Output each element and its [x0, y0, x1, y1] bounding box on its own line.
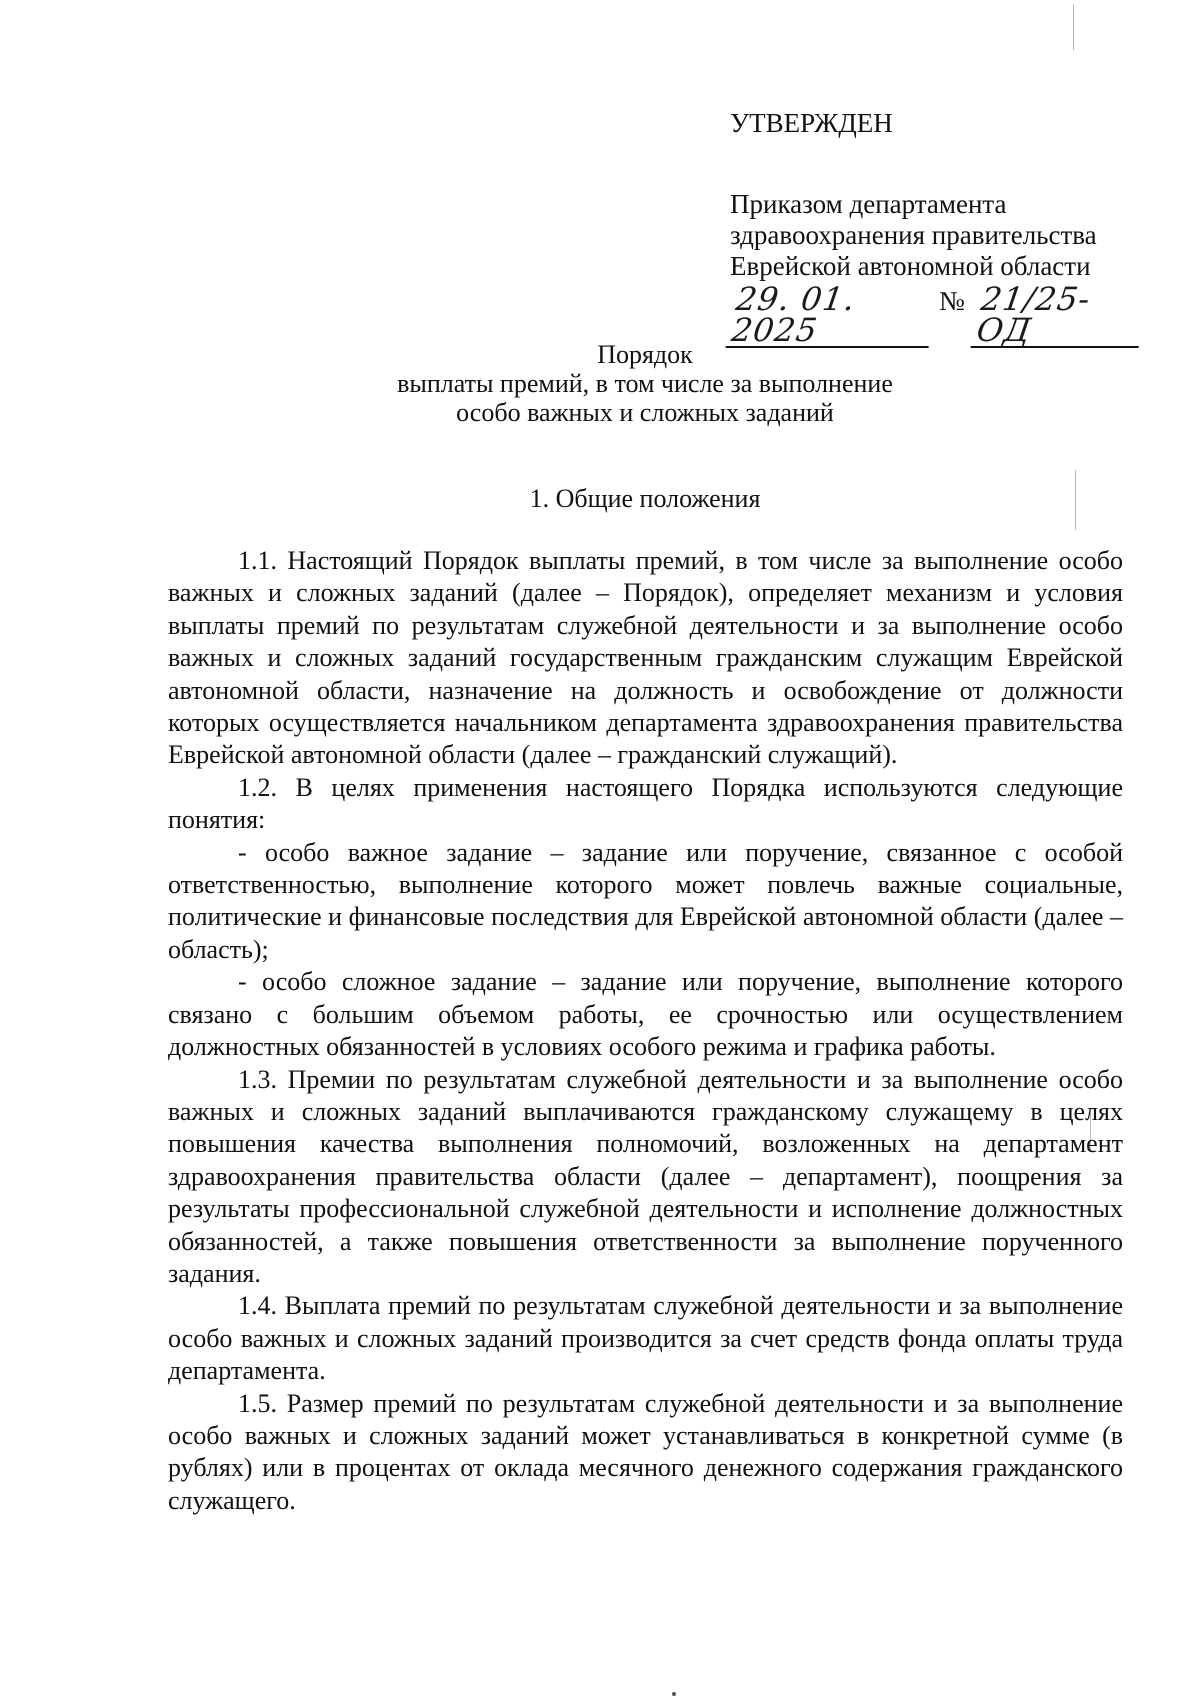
handwritten-number: 21/25-ОД — [970, 284, 1147, 348]
approval-line: Приказом департамента — [730, 189, 1007, 219]
title-line: выплаты премий, в том числе за выполнение — [397, 369, 893, 398]
title-line: особо важных и сложных заданий — [456, 398, 834, 427]
document-body — [168, 545, 1123, 1517]
title-line: Порядок — [597, 340, 693, 369]
paragraph-1-3: 1.3. Премии по результатам служебной деятельности и за выполнение особо важных и сложных заданий выплачиваются гражданскому служащему в целях повышения качества выполнения полномочий, возложенных на департамент здравоохранения правительства области (далее – департамент), поощрения за результаты профессиональной служебной деятельности и исполнение должностных обязанностей, а также повышения ответственности за выполнение порученного задания. — [168, 1064, 1123, 1288]
scan-artifact-line — [1073, 4, 1074, 50]
paragraph-1-4: 1.4. Выплата премий по результатам служебной деятельности и за выполнение особо важных и сложных заданий производится за счет средств фонда оплаты труда департамента. — [168, 1291, 1123, 1386]
section-heading: 1. Общие положения — [529, 484, 761, 513]
definition-important-task: - особо важное задание – задание или поручение, связанное с особой ответственностью, выполнение которого может повлечь важные социальные, политические и финансовые последствия для Еврейской автономной области (далее – область); — [168, 837, 1123, 964]
approval-stamp: УТВЕРЖДЕН — [730, 108, 893, 138]
order-date-number — [729, 280, 1170, 349]
approval-line: Еврейской автономной области — [730, 251, 1091, 281]
approval-block — [730, 108, 1170, 348]
number-sign: № — [939, 286, 965, 316]
paragraph-1-5: 1.5. Размер премий по результатам служебной деятельности и за выполнение особо важных и сложных заданий может устанавливаться в конкретной сумме (в рублях) или в процентах от оклада месячного денежного содержания гражданского служащего. — [168, 1388, 1123, 1515]
approval-line: здравоохранения правительства — [730, 220, 1097, 250]
handwritten-date: 29. 01. 2025 — [726, 284, 938, 348]
document-title — [160, 340, 1130, 427]
paragraph-1-1: 1.1. Настоящий Порядок выплаты премий, в том числе за выполнение особо важных и сложных заданий (далее – Порядок), определяет механизм и условия выплаты премий по результатам служебной деятельности и за выполнение особо важных и сложных заданий государственным гражданским служащим Еврейской автономной области, назначение на должность и освобождение от должности которых осуществляется начальником департамента здравоохранения правительства Еврейской автономной области (далее – гражданский служащий). — [168, 546, 1123, 770]
scan-artifact-dot — [672, 1692, 676, 1696]
definition-complex-task: - особо сложное задание – задание или поручение, выполнение которого связано с большим объемом работы, ее срочностью или осуществлением должностных обязанностей в условиях особого режима и графика работы. — [168, 967, 1123, 1062]
paragraph-1-2: 1.2. В целях применения настоящего Порядка используются следующие понятия: — [168, 772, 1123, 835]
